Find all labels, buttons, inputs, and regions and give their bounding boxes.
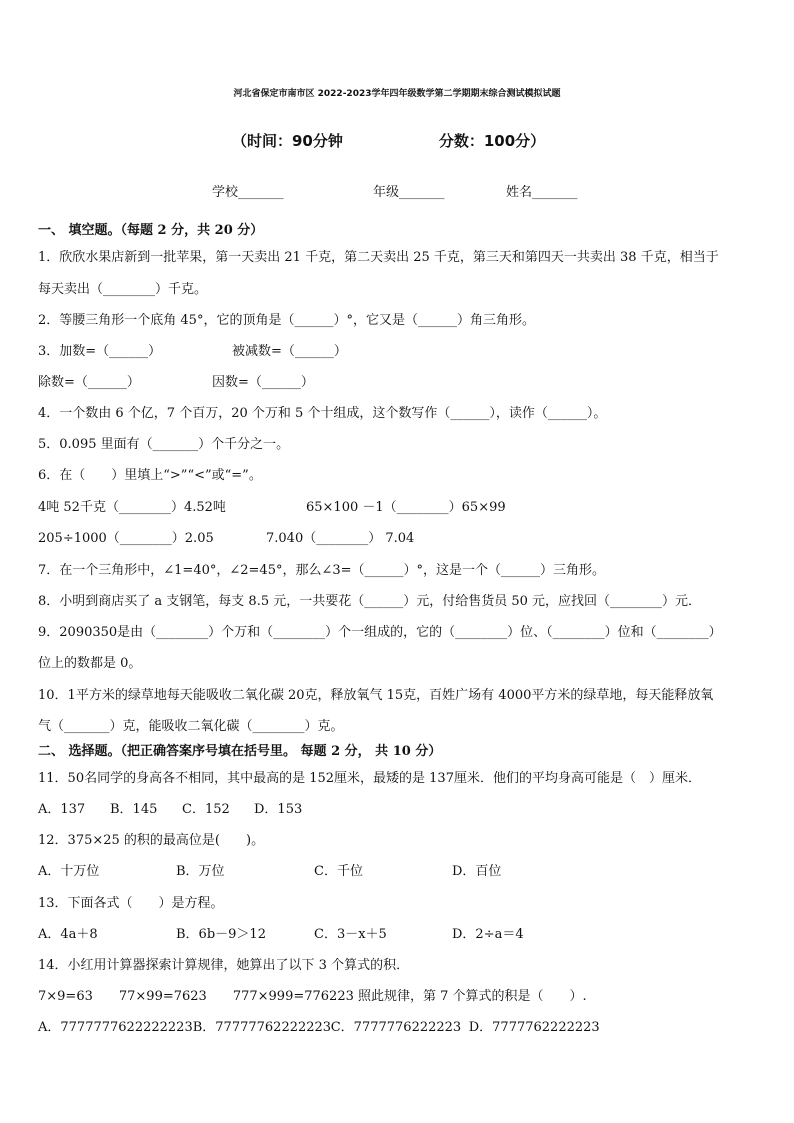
question-8: 8．小明到商店买了 a 支钢笔，每支 8.5 元，一共要花（______）元，付给售货员 50 元，应找回（________）元． xyxy=(38,594,702,609)
question-14-options xyxy=(38,1020,600,1036)
grade-field: 年级_______ xyxy=(373,185,445,200)
option-d: D．7777762222223 xyxy=(468,1020,600,1035)
question-12-options xyxy=(38,864,501,880)
question-7: 7．在一个三角形中，∠1=40°，∠2=45°，那么∠3=（______）°，这是一个（______）三角形。 xyxy=(38,563,606,578)
page-title: 河北省保定市南市区 2022-2023学年四年级数学第二学期期末综合测试模拟试题 xyxy=(233,89,561,99)
question-9-line1: 9．2090350是由（________）个万和（________）个一组成的，它的（________）位、（________）位和（________） xyxy=(38,625,722,640)
option-d: D．153 xyxy=(254,802,303,817)
option-d: D．百位 xyxy=(452,864,502,879)
option-b: B．6b－9＞12 xyxy=(176,927,266,942)
question-1-line1: 1．欣欣水果店新到一批苹果，第一天卖出 21 千克，第二天卖出 25 千克，第三天和第四天一共卖出 38 千克，相当于 xyxy=(38,250,719,265)
section1-heading: 一、 填空题。（每题 2 分，共 20 分） xyxy=(38,223,264,238)
section2-heading: 二、 选择题。（把正确答案序号填在括号里。 每题 2 分， 共 10 分） xyxy=(38,744,442,759)
score-label: 分数：100分） xyxy=(438,132,546,150)
question-13-options xyxy=(38,927,524,943)
question-14: 14．小红用计算器探索计算规律，她算出了以下 3 个算式的积． xyxy=(38,958,410,973)
exam-meta xyxy=(232,130,545,151)
question-13: 13．下面各式（ ）是方程。 xyxy=(38,896,224,911)
option-b: B．万位 xyxy=(176,864,225,879)
question-6-item-2: 65×100 －1（________）65×99 xyxy=(306,500,506,515)
question-3-addend: 3．加数=（______） xyxy=(38,344,162,359)
option-c: C．152 xyxy=(182,802,230,817)
option-c: C．7777776222223 xyxy=(330,1020,462,1035)
option-a: A．十万位 xyxy=(38,864,100,879)
question-6: 6．在（ ）里填上“>”“<”或“=”。 xyxy=(38,468,262,483)
question-5: 5．0.095 里面有（_______）个千分之一。 xyxy=(38,437,290,452)
question-10-line2: 气（_______）克，能吸收二氧化碳（________）克。 xyxy=(38,719,344,734)
question-3-factor: 因数=（______） xyxy=(212,375,314,390)
question-6-item-1: 4吨 52千克（________）4.52吨 xyxy=(38,500,226,515)
name-field: 姓名_______ xyxy=(506,185,578,200)
option-a: A．137 xyxy=(38,802,86,817)
question-2: 2．等腰三角形一个底角 45°，它的顶角是（______）°，它又是（______）角三角形。 xyxy=(38,313,535,328)
question-3-minuend: 被减数=（______） xyxy=(232,344,347,359)
option-d: D．2÷a＝4 xyxy=(452,927,524,942)
question-14-equations: 7×9=63 77×99=7623 777×999=776223 照此规律，第 7 个算式的积是（ ）. xyxy=(38,989,587,1004)
time-label: （时间：90分钟 xyxy=(232,132,343,150)
school-field: 学校_______ xyxy=(212,185,284,200)
question-6-item-3: 205÷1000（________）2.05 xyxy=(38,531,214,546)
option-b: B．145 xyxy=(110,802,158,817)
question-1-line2: 每天卖出（________）千克。 xyxy=(38,282,208,297)
question-10-line1: 10．1平方米的绿草地每天能吸收二氧化碳 20克，释放氧气 15克，百姓广场有 4000平方米的绿草地，每天能释放氧 xyxy=(38,688,714,703)
option-b: B．77777762222223 xyxy=(192,1020,332,1035)
question-3-divisor: 除数=（______） xyxy=(38,375,140,390)
question-12: 12．375×25 的积的最高位是( )。 xyxy=(38,833,265,848)
option-a: A．4a＋8 xyxy=(38,927,98,942)
question-4: 4．一个数由 6 个亿，7 个百万，20 个万和 5 个十组成，这个数写作（______），读作（______）。 xyxy=(38,406,607,421)
question-11-options xyxy=(38,802,302,818)
question-11: 11．50名同学的身高各不相同，其中最高的是 152厘米，最矮的是 137厘米．他们的平均身高可能是（ ）厘米． xyxy=(38,771,701,786)
option-c: C．3－x＋5 xyxy=(314,927,387,942)
question-6-item-4: 7.040（________） 7.04 xyxy=(266,531,415,546)
option-c: C．千位 xyxy=(314,864,363,879)
question-9-line2: 位上的数都是 0。 xyxy=(38,656,142,671)
option-a: A．7777777622222223 xyxy=(38,1020,193,1035)
